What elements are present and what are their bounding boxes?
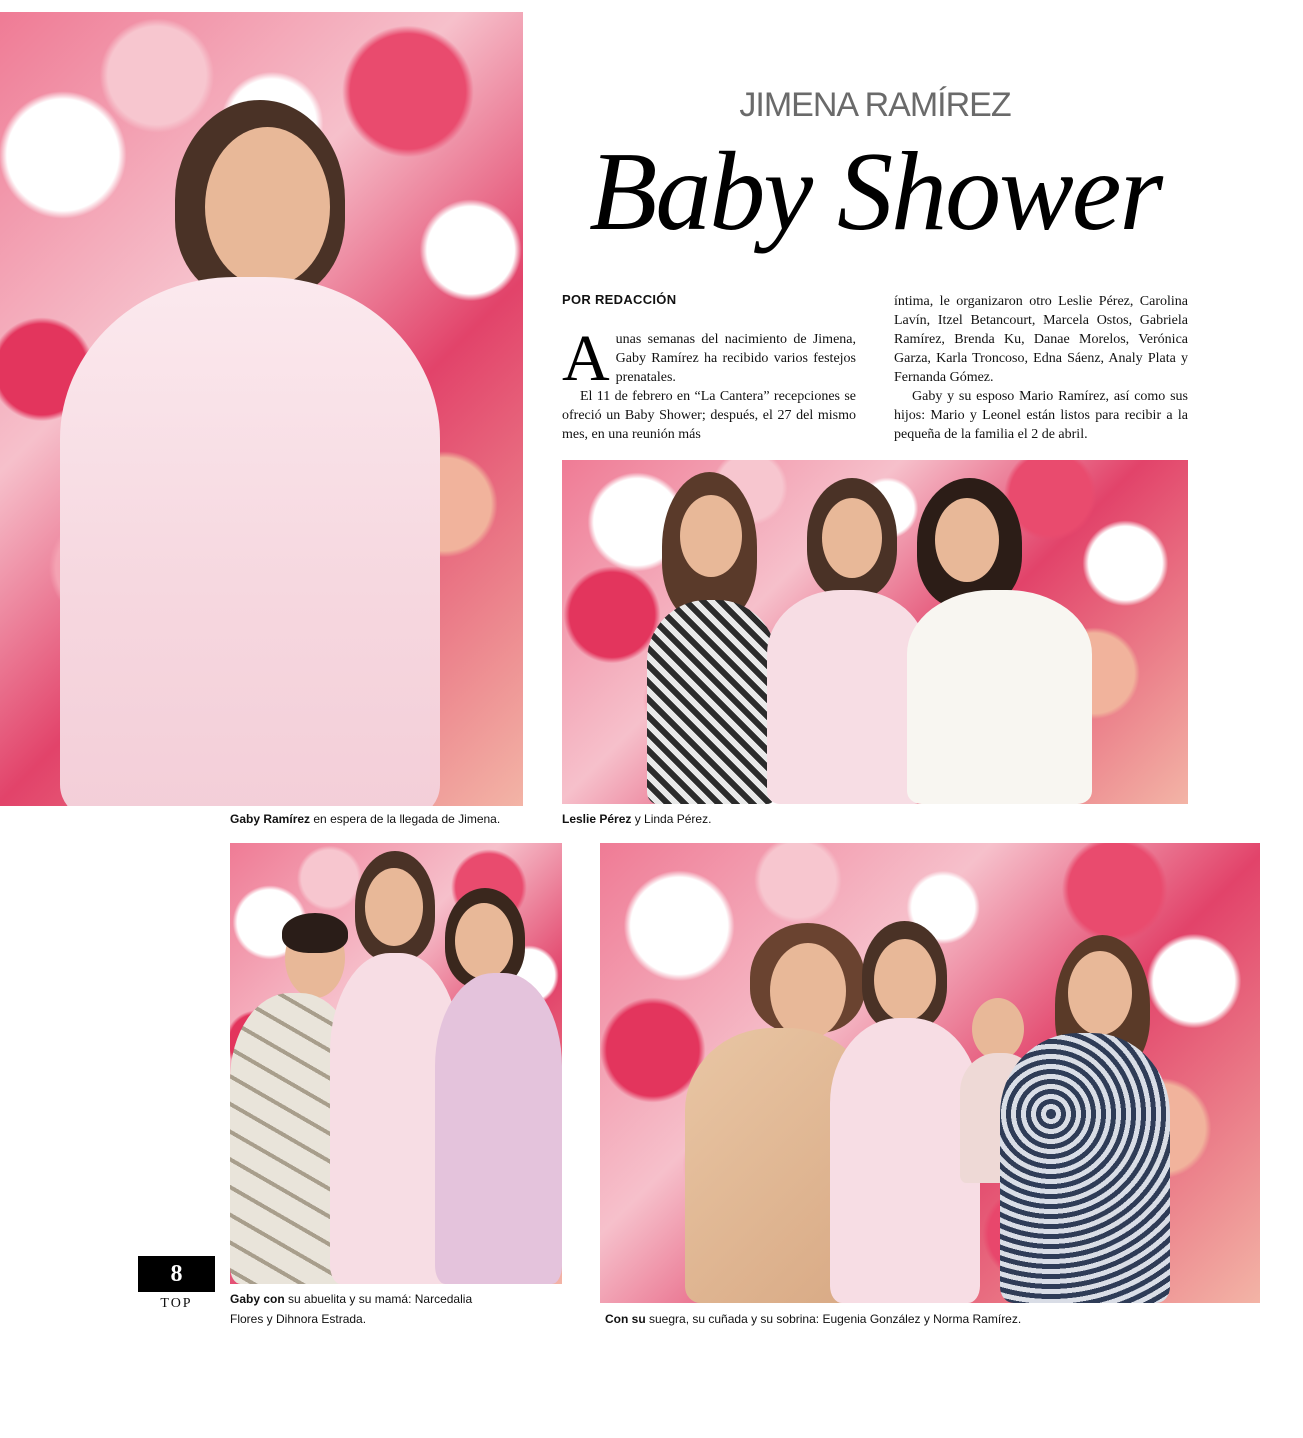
main-photo-face	[205, 127, 330, 287]
article-column-2	[894, 292, 1188, 444]
inlaws-photo-face-right	[1068, 951, 1132, 1035]
inlaws-photo-face-baby	[972, 998, 1024, 1060]
trio-photo	[562, 460, 1188, 804]
inlaws-photo-face-left	[770, 943, 846, 1039]
family-photo	[230, 843, 562, 1284]
family-photo-caption	[230, 1289, 505, 1329]
inlaws-photo-figure-right	[1000, 1033, 1170, 1303]
article-column-1	[562, 322, 856, 444]
article-headline: Baby Shower	[588, 130, 1162, 254]
main-photo-caption-text: en espera de la llegada de Jimena.	[310, 812, 501, 826]
trio-photo-caption	[562, 809, 711, 829]
inlaws-photo-face-center	[874, 939, 936, 1021]
inlaws-photo-caption-text: suegra, su cuñada y su sobrina: Eugenia González y Norma Ramírez.	[645, 1312, 1022, 1326]
family-photo-face-mother	[455, 903, 513, 979]
family-photo-caption-text: su abuelita y su mamá: Narcedalia Flores y Dihnora Estrada.	[230, 1292, 473, 1326]
inlaws-photo-figure-center	[830, 1018, 980, 1303]
page-section-label: TOP	[160, 1296, 193, 1311]
article-paragraph-3: íntima, le organizaron otro Leslie Pérez, Carolina Lavín, Itzel Betancourt, Marcela Ostos, Gabriela Ramírez, Brenda Ku, Danae Morelos, Verónica Garza, Karla Troncoso, Edna Sáenz, Analy Plata y Fernanda Gómez.	[894, 294, 1188, 385]
main-photo-dress	[60, 277, 440, 806]
main-photo	[0, 12, 523, 806]
family-photo-hair-grandmother	[282, 913, 348, 953]
trio-photo-caption-text: y Linda Pérez.	[631, 812, 712, 826]
article-paragraph-4: Gaby y su esposo Mario Ramírez, así como sus hijos: Mario y Leonel están listos para recibir a la pequeña de la familia el 2 de abril.	[894, 389, 1188, 442]
article-paragraph-2: El 11 de febrero en “La Cantera” recepciones se ofreció un Baby Shower; después, el 27 del mismo mes, en una reunión más	[562, 389, 856, 442]
family-photo-face-center	[365, 868, 423, 946]
trio-photo-face-center	[822, 498, 882, 578]
inlaws-photo-caption-bold: Con su	[605, 1312, 646, 1326]
inlaws-photo	[600, 843, 1260, 1303]
trio-photo-caption-bold: Leslie Pérez	[562, 812, 632, 826]
trio-photo-figure-right	[907, 590, 1092, 804]
page-number: 8	[138, 1256, 215, 1292]
main-photo-caption	[230, 809, 500, 829]
family-photo-caption-bold: Gaby con	[230, 1292, 285, 1306]
article-byline: POR REDACCIÓN	[562, 292, 677, 307]
inlaws-photo-caption	[605, 1309, 1021, 1329]
trio-photo-figure-center	[767, 590, 927, 804]
drop-cap: A	[562, 322, 610, 395]
trio-photo-face-left	[680, 495, 742, 577]
main-photo-caption-bold: Gaby Ramírez	[230, 812, 311, 826]
article-paragraph-1-text: unas semanas del nacimiento de Jimena, Gaby Ramírez ha recibido varios festejos prenatales.	[615, 332, 856, 385]
article-paragraph-1	[562, 322, 856, 395]
family-photo-figure-mother	[435, 973, 562, 1284]
trio-photo-figure-left	[647, 600, 777, 804]
trio-photo-face-right	[935, 498, 999, 582]
article-kicker: JIMENA RAMÍREZ	[739, 86, 1011, 124]
